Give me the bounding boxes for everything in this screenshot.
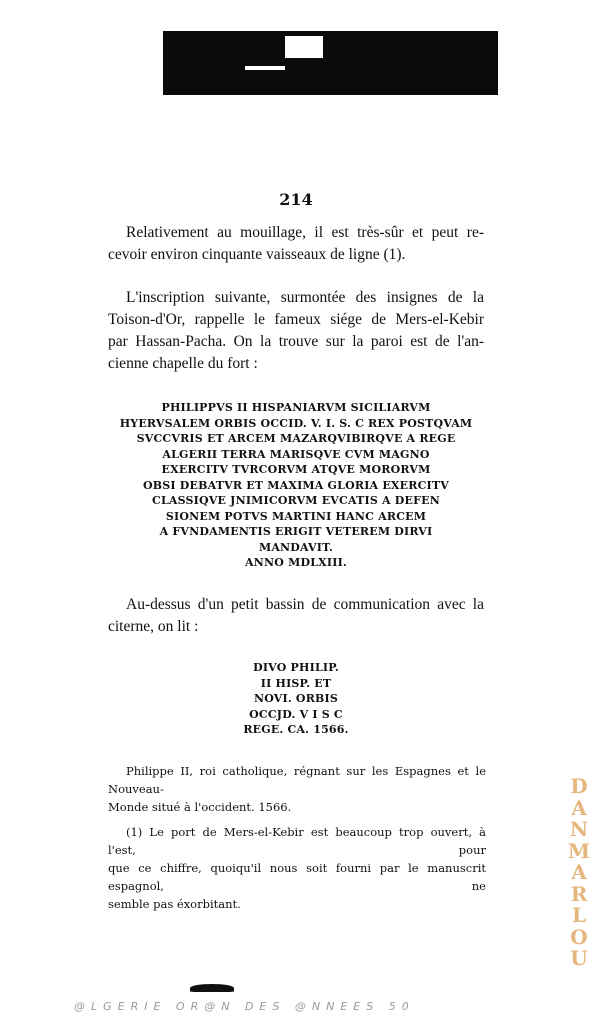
text-line: L'inscription suivante, surmontée des insignes de la — [126, 289, 484, 306]
text-line: par Hassan-Pacha. On la trouve sur la paroi est de l'an- — [108, 333, 484, 350]
watermark-letter: L — [571, 903, 587, 927]
inscription-line: MANDAVIT. — [258, 540, 334, 554]
inscription-line: CLASSIQVE JNIMICORVM EVCATIS A DEFEN — [152, 494, 440, 507]
footnote-line: (1) Le port de Mers-el-Kebir est beaucoup trop ouvert, à l'est, pour — [108, 825, 486, 857]
bar-notch — [285, 36, 323, 58]
paragraph-bassin — [108, 594, 484, 638]
inscription-line: HYERVSALEM ORBIS OCCID. V. I. S. C REX POSTQVAM — [119, 416, 473, 430]
ink-smudge — [190, 984, 234, 992]
text-line: Relativement au mouillage, il est très-sûr et peut re- — [126, 224, 484, 241]
translation-paragraph — [108, 762, 486, 816]
watermark-letter: D — [570, 774, 588, 798]
footnote-line: semble pas éxorbitant. — [108, 897, 241, 911]
latin-inscription-main — [0, 400, 592, 571]
inscription-line: SVCCVRIS ET ARCEM MAZARQVIBIRQVE A REGE — [136, 432, 456, 445]
footnote — [108, 823, 486, 913]
vertical-watermark — [566, 776, 592, 970]
inscription-line: NOVI. ORBIS — [253, 692, 339, 705]
inscription-line: OBSI DEBATVR ET MAXIMA GLORIA EXERCITV — [142, 478, 449, 492]
text-line: Au-dessus d'un petit bassin de communication avec la — [126, 596, 484, 613]
inscription-line: EXERCITV TVRCORVM ATQVE MORORVM — [161, 463, 431, 476]
text-line: Toison-d'Or, rappelle le fameux siége de Mers-el-Kebir — [108, 311, 484, 328]
watermark-letter: N — [569, 817, 589, 841]
watermark-letter: A — [571, 795, 587, 820]
inscription-line: SIONEM POTVS MARTINI HANC ARCEM — [165, 509, 427, 523]
inscription-line: ANNO MDLXIII. — [245, 556, 347, 569]
inscription-line: II HISP. ET — [260, 676, 332, 690]
watermark-letter: A — [571, 860, 587, 884]
latin-inscription-bassin — [0, 660, 592, 738]
bar-dash — [245, 66, 285, 70]
paragraph-mouillage — [108, 222, 484, 266]
text-line: cevoir environ cinquante vaisseaux de ligne (1). — [108, 246, 406, 263]
inscription-line: PHILIPPVS II HISPANIARVM SICILIARVM — [161, 401, 431, 414]
text-line: cienne chapelle du fort : — [108, 355, 258, 372]
inscription-line: A FVNDAMENTIS ERIGIT VETEREM DIRVI — [159, 525, 433, 538]
inscription-line: ALGERII TERRA MARISQVE CVM MAGNO — [162, 447, 430, 461]
watermark-letter: R — [570, 881, 588, 906]
redaction-bar — [163, 31, 498, 95]
paragraph-inscription-intro — [108, 287, 484, 375]
watermark-letter: U — [570, 946, 588, 970]
text-line: citerne, on lit : — [108, 618, 199, 635]
watermark-letter: M — [567, 838, 591, 863]
text-line: Monde situé à l'occident. 1566. — [108, 800, 292, 814]
inscription-line: REGE. CA. 1566. — [243, 723, 349, 736]
inscription-line: DIVO PHILIP. — [253, 661, 339, 674]
footer-watermark: @LGERIE OR@N DES @NNEES 50 — [74, 1000, 415, 1013]
text-line: Philippe II, roi catholique, régnant sur les Espagnes et le Nouveau- — [108, 764, 486, 796]
page-number: 214 — [279, 190, 313, 209]
footnote-line: que ce chiffre, quoiqu'il nous soit fourni par le manuscrit espagnol, ne — [108, 861, 486, 893]
watermark-letter: O — [570, 924, 588, 949]
inscription-line: OCCJD. V I S C — [249, 707, 343, 721]
